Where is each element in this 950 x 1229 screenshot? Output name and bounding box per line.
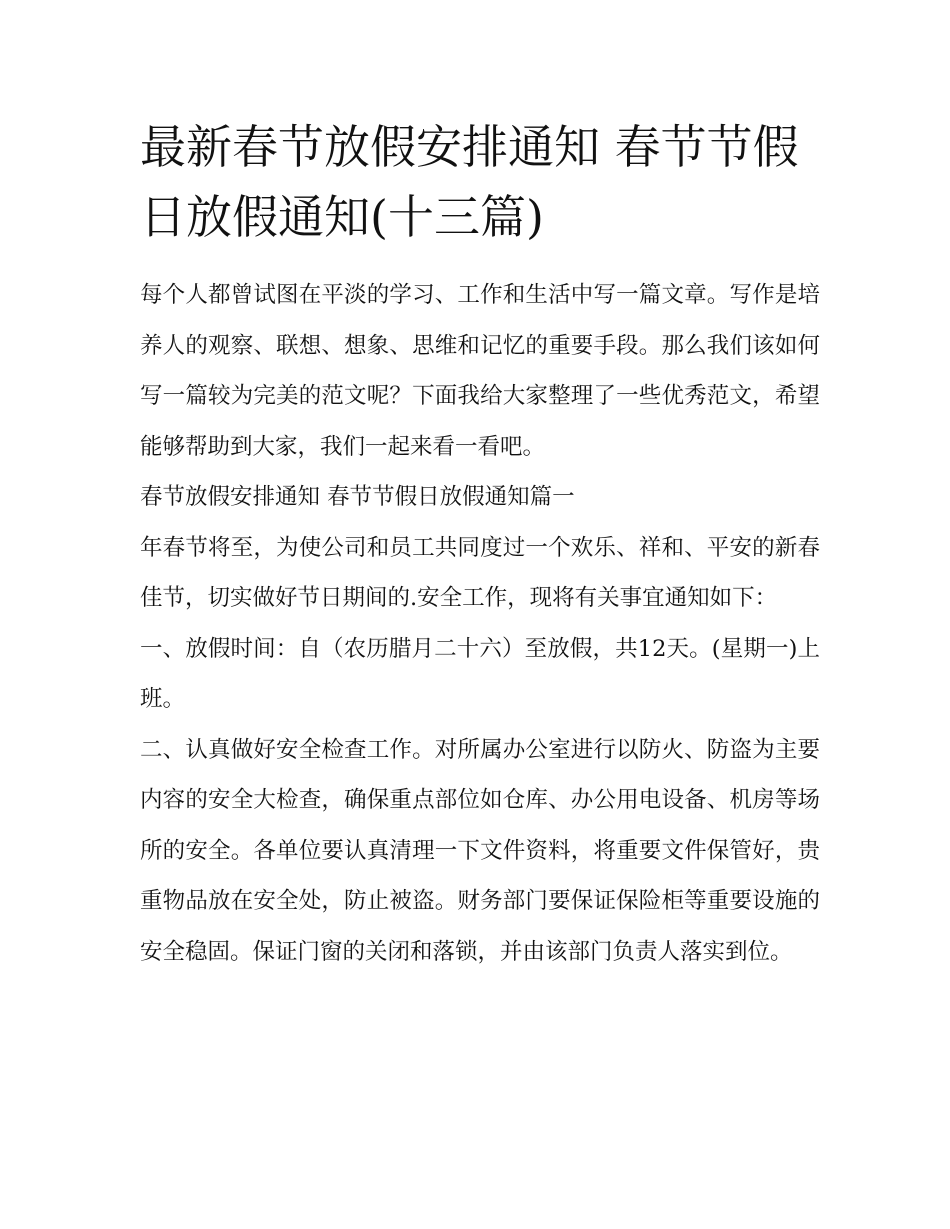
notice-paragraph: 年春节将至，为使公司和员工共同度过一个欢乐、祥和、平安的新春佳节，切实做好节日期间的.安全工作，现将有关事宜通知如下： — [140, 534, 820, 611]
section-heading: 春节放假安排通知 春节节假日放假通知篇一 — [140, 484, 575, 510]
document-body — [140, 112, 820, 977]
document-title: 最新春节放假安排通知 春节节假日放假通知(十三篇) — [140, 120, 799, 244]
safety-check-paragraph: 二、认真做好安全检查工作。对所属办公室进行以防火、防盗为主要内容的安全大检查，确保重点部位如仓库、办公用电设备、机房等场所的安全。各单位要认真清理一下文件资料，将重要文件保管好，贵重物品放在安全处，防止被盗。财务部门要保证保险柜等重要设施的安全稳固。保证门窗的关闭和落锁，并由该部门负责人落实到位。 — [140, 736, 820, 965]
intro-paragraph: 每个人都曾试图在平淡的学习、工作和生活中写一篇文章。写作是培养人的观察、联想、想象、思维和记忆的重要手段。那么我们该如何写一篇较为完美的范文呢？下面我给大家整理了一些优秀范文，希望能够帮助到大家，我们一起来看一看吧。 — [140, 282, 820, 460]
holiday-time-paragraph: 一、放假时间：自（农历腊月二十六）至放假，共12天。(星期一)上班。 — [140, 635, 820, 712]
